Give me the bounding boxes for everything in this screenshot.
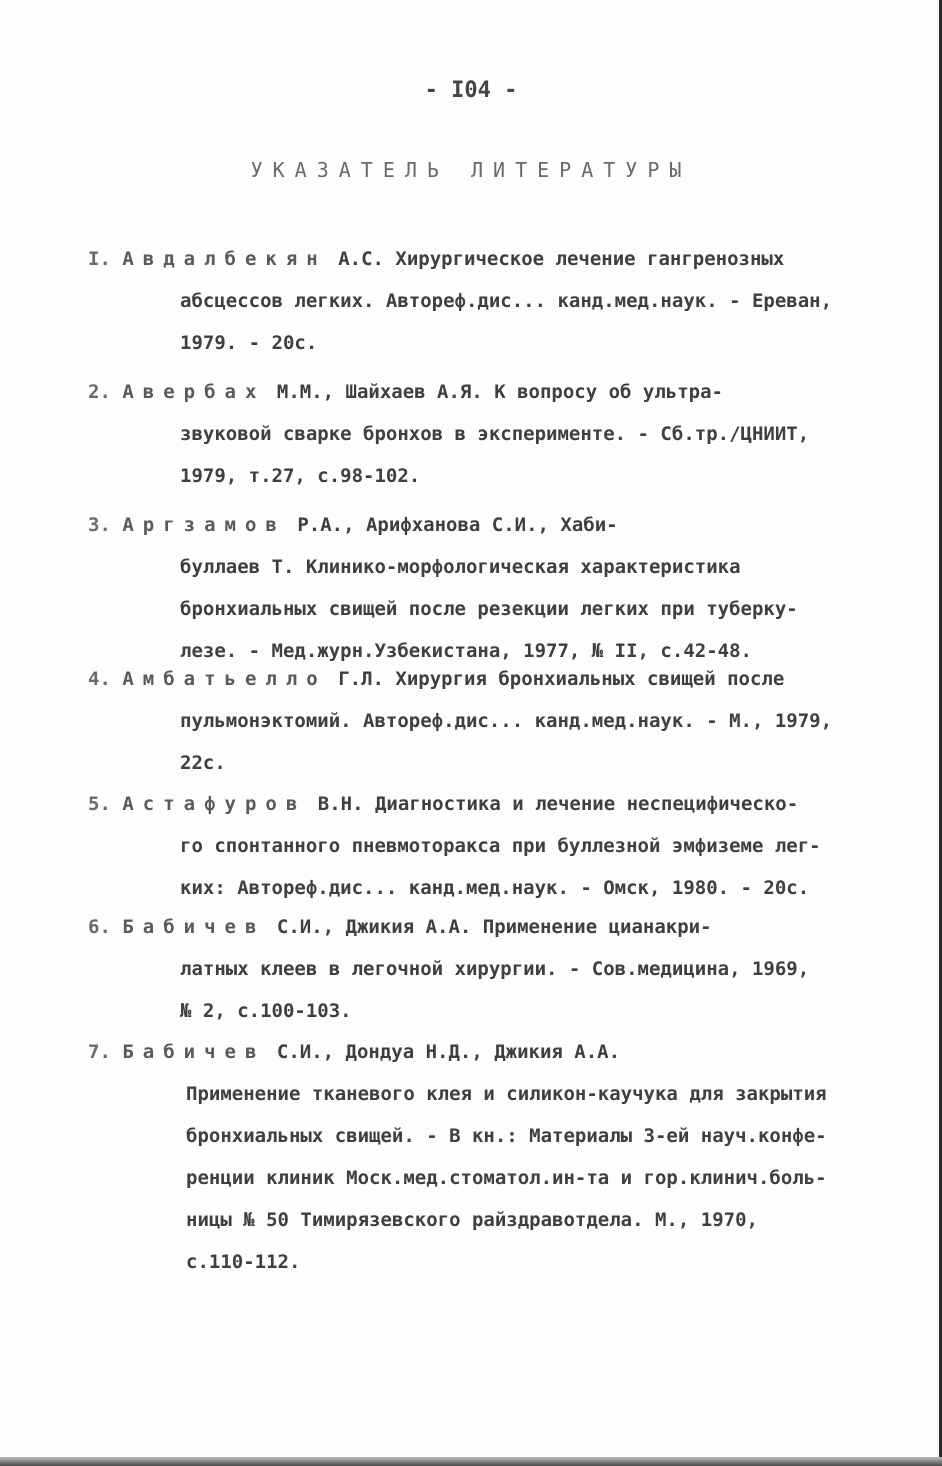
entry-text: Г.Л. Хирургия бронхиальных свищей после <box>338 668 785 690</box>
entry-text-line: абсцессов легких. Автореф.дис... канд.мед.наук. - Ереван, <box>180 290 833 312</box>
entry-text-line: звуковой сварке бронхов в эксперименте. - Сб.тр./ЦНИИТ, <box>180 423 810 445</box>
entry-text: Р.А., Арифханова С.И., Хаби- <box>297 514 618 536</box>
entry-text-line: ких: Автореф.дис... канд.мед.наук. - Омск, 1980. - 20с. <box>180 877 810 899</box>
entry-text-line: го спонтанного пневмоторакса при буллезной эмфиземе лег- <box>180 835 821 857</box>
entry-author: Аргзамов <box>122 514 286 536</box>
entry-text-line: 1979, т.27, с.98-102. <box>180 465 421 487</box>
entry-text: С.И., Джикия А.А. Применение цианакри- <box>276 916 712 938</box>
entry-number: 2. <box>88 381 111 403</box>
entry-first-line <box>88 916 712 938</box>
entry-text: В.Н. Диагностика и лечение неспецифическо- <box>317 793 799 815</box>
entry-number: 3. <box>88 514 111 536</box>
entry-text-line: пульмонэктомий. Автореф.дис... канд.мед.наук. - М., 1979, <box>180 710 833 732</box>
entry-author: Авербах <box>122 381 266 403</box>
entry-author: Бабичев <box>122 916 266 938</box>
entry-text-line: № 2, с.100-103. <box>180 1000 352 1022</box>
entry-text: А.С. Хирургическое лечение гангренозных <box>338 248 785 270</box>
entry-author: Авдалбекян <box>122 248 327 270</box>
entry-text-line: 1979. - 20с. <box>180 332 318 354</box>
page-number: - I04 - <box>424 78 518 103</box>
entry-number: 7. <box>88 1041 111 1063</box>
entry-text-line: латных клеев в легочной хирургии. - Сов.медицина, 1969, <box>180 958 810 980</box>
entry-text-line: бронхиальных свищей после резекции легких при туберку- <box>180 598 798 620</box>
entry-text: М.М., Шайхаев А.Я. К вопросу об ультра- <box>276 381 723 403</box>
entry-text-line: ренции клиник Моск.мед.стоматол.ин-та и гор.клинич.боль- <box>186 1167 827 1189</box>
entry-number: 6. <box>88 916 111 938</box>
entry-first-line <box>88 1041 620 1063</box>
entry-text: С.И., Дондуа Н.Д., Джикия А.А. <box>276 1041 621 1063</box>
entry-text-line: с.110-112. <box>186 1251 301 1273</box>
entry-text-line: лезе. - Мед.журн.Узбекистана, 1977, № II, с.42-48. <box>180 640 752 662</box>
entry-first-line <box>88 381 723 403</box>
entry-text-line: Применение тканевого клея и силикон-каучука для закрытия <box>186 1083 827 1105</box>
entry-author: Бабичев <box>122 1041 266 1063</box>
entry-number: I. <box>88 248 111 270</box>
entry-first-line <box>88 668 784 690</box>
entry-first-line <box>88 514 618 536</box>
entry-number: 4. <box>88 668 111 690</box>
bibliography-heading: УКАЗАТЕЛЬ ЛИТЕРАТУРЫ <box>250 158 692 182</box>
entry-text-line: ницы № 50 Тимирязевского райздравотдела. М., 1970, <box>186 1209 758 1231</box>
scan-edge-bottom <box>0 1457 942 1466</box>
entry-text-line: 22с. <box>180 752 226 774</box>
entry-text-line: бронхиальных свищей. - В кн.: Материалы 3-ей науч.конфе- <box>186 1125 827 1147</box>
entry-text-line: буллаев Т. Клинико-морфологическая характеристика <box>180 556 741 578</box>
entry-number: 5. <box>88 793 111 815</box>
entry-author: Астафуров <box>122 793 307 815</box>
entry-author: Амбатьелло <box>122 668 327 690</box>
entry-first-line <box>88 248 784 270</box>
entry-first-line <box>88 793 798 815</box>
